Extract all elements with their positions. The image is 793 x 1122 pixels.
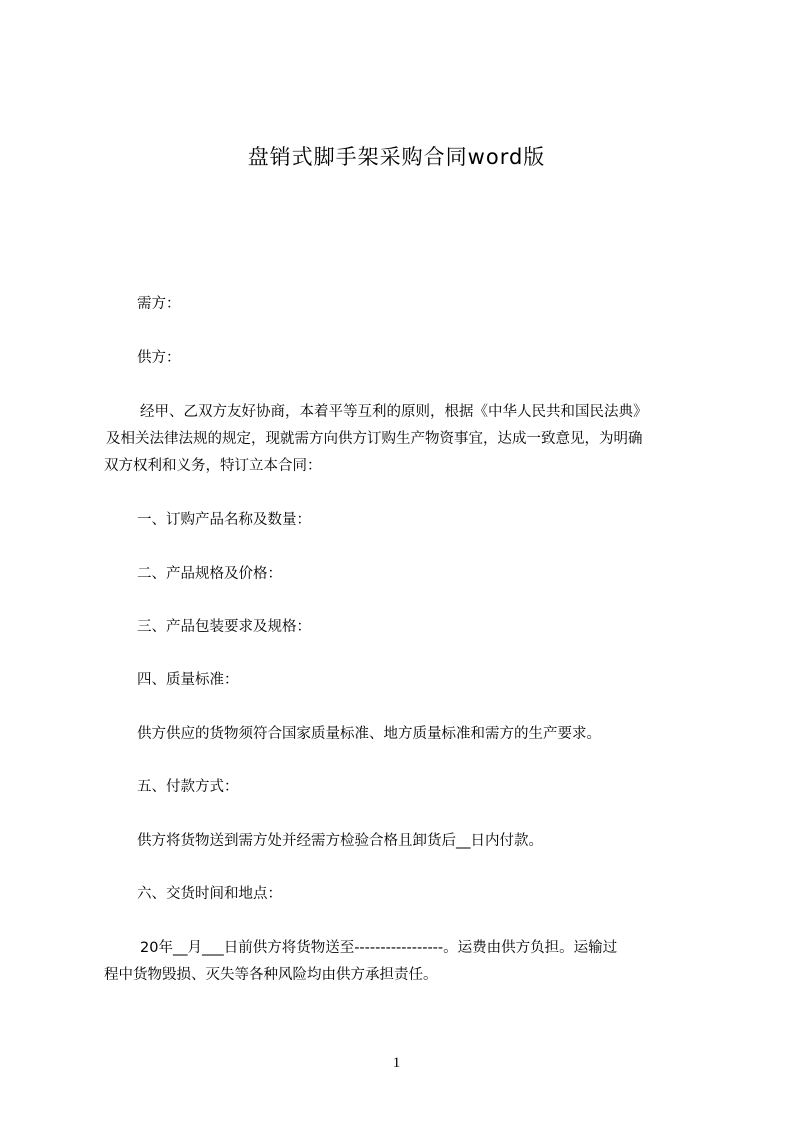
preamble-line-3: 双方权利和义务，特订立本合同： <box>104 458 322 474</box>
preamble-line-2: 及相关法律法规的规定，现就需方向供方订购生产物资事宜，达成一致意见，为明确 <box>106 431 643 447</box>
section-5-heading: 五、付款方式： <box>137 779 239 795</box>
supply-party-line: 供方： <box>137 350 181 366</box>
section-2-heading: 二、产品规格及价格： <box>137 566 282 582</box>
delivery-clause-line-2: 程中货物毁损、灭失等各种风险均由供方承担责任。 <box>104 967 438 983</box>
delivery-clause-line-1: 20年__月___日前供方将货物送至-----------------。运费由供方负担。运输过 <box>140 940 618 956</box>
page-number: 1 <box>392 1055 401 1071</box>
demand-party-line: 需方： <box>137 296 181 312</box>
section-3-heading: 三、产品包装要求及规格： <box>137 619 311 635</box>
section-6-heading: 六、交货时间和地点： <box>137 886 282 902</box>
section-4-heading: 四、质量标准： <box>137 672 239 688</box>
preamble-line-1: 经甲、乙双方友好协商，本着平等互利的原则，根据《中华人民共和国民法典》 <box>140 404 648 420</box>
document-title: 盘销式脚手架采购合同word版 <box>247 145 546 169</box>
quality-clause: 供方供应的货物须符合国家质量标准、地方质量标准和需方的生产要求。 <box>137 726 601 742</box>
payment-clause: 供方将货物送到需方处并经需方检验合格且卸货后__日内付款。 <box>137 833 543 849</box>
section-1-heading: 一、订购产品名称及数量： <box>137 512 311 528</box>
